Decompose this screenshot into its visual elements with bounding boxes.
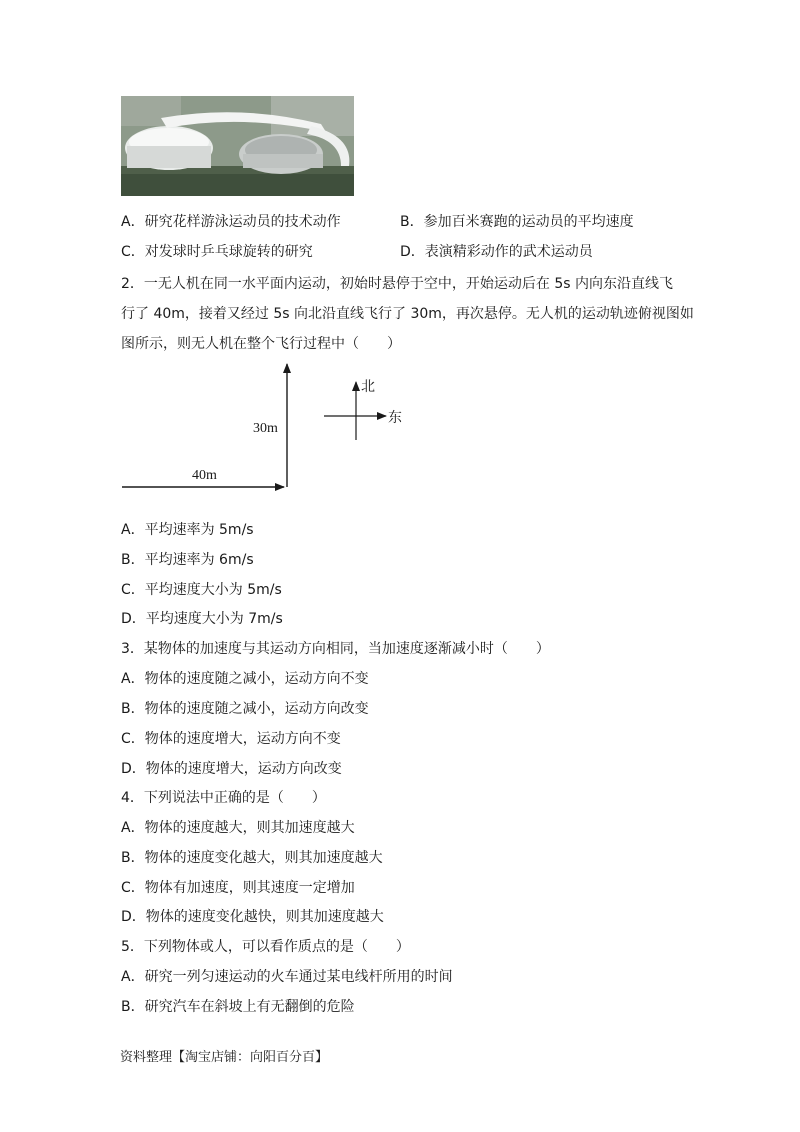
q2-option-d: D．平均速度大小为 7m/s	[121, 611, 283, 627]
q2-stem-line-3: 图所示，则无人机在整个飞行过程中（ ）	[121, 336, 401, 352]
q2-option-c: C．平均速度大小为 5m/s	[121, 582, 282, 598]
q2-option-a: A．平均速率为 5m/s	[121, 522, 254, 538]
east-distance-label: 40m	[192, 468, 217, 483]
compass-east-label: 东	[388, 411, 402, 426]
q3-option-d: D．物体的速度增大，运动方向改变	[121, 761, 342, 777]
q2-stem-line-1: 2．一无人机在同一水平面内运动，初始时悬停于空中，开始运动后在 5s 内向东沿直线飞	[121, 276, 674, 292]
q4-option-c: C．物体有加速度，则其速度一定增加	[121, 880, 355, 896]
q5-option-b: B．研究汽车在斜坡上有无翻倒的危险	[121, 999, 355, 1015]
q2-option-b: B．平均速率为 6m/s	[121, 552, 254, 568]
q1-option-b: B．参加百米赛跑的运动员的平均速度	[400, 214, 634, 230]
q3-option-b: B．物体的速度随之减小，运动方向改变	[121, 701, 369, 717]
stadium-photo	[121, 96, 354, 196]
q1-option-a: A．研究花样游泳运动员的技术动作	[121, 214, 341, 230]
q1-option-d: D．表演精彩动作的武术运动员	[400, 244, 593, 260]
q4-option-a: A．物体的速度越大，则其加速度越大	[121, 820, 355, 836]
q4-option-b: B．物体的速度变化越大，则其加速度越大	[121, 850, 383, 866]
q5-stem: 5．下列物体或人，可以看作质点的是（ ）	[121, 939, 410, 955]
q3-option-c: C．物体的速度增大，运动方向不变	[121, 731, 341, 747]
compass-north-label: 北	[361, 380, 375, 395]
q3-option-a: A．物体的速度随之减小，运动方向不变	[121, 671, 369, 687]
q4-option-d: D．物体的速度变化越快，则其加速度越大	[121, 909, 384, 925]
q4-stem: 4．下列说法中正确的是（ ）	[121, 790, 326, 806]
q2-stem-line-2: 行了 40m，接着又经过 5s 向北沿直线飞行了 30m，再次悬停。无人机的运动轨迹俯视图如	[121, 306, 694, 322]
q5-option-a: A．研究一列匀速运动的火车通过某电线杆所用的时间	[121, 969, 453, 985]
q1-option-c: C．对发球时乒乓球旋转的研究	[121, 244, 313, 260]
trajectory-diagram	[118, 360, 428, 500]
page-footer: 资料整理【淘宝店铺：向阳百分百】	[120, 1050, 329, 1065]
north-distance-label: 30m	[253, 421, 278, 436]
q3-stem: 3．某物体的加速度与其运动方向相同，当加速度逐渐减小时（ ）	[121, 641, 550, 657]
